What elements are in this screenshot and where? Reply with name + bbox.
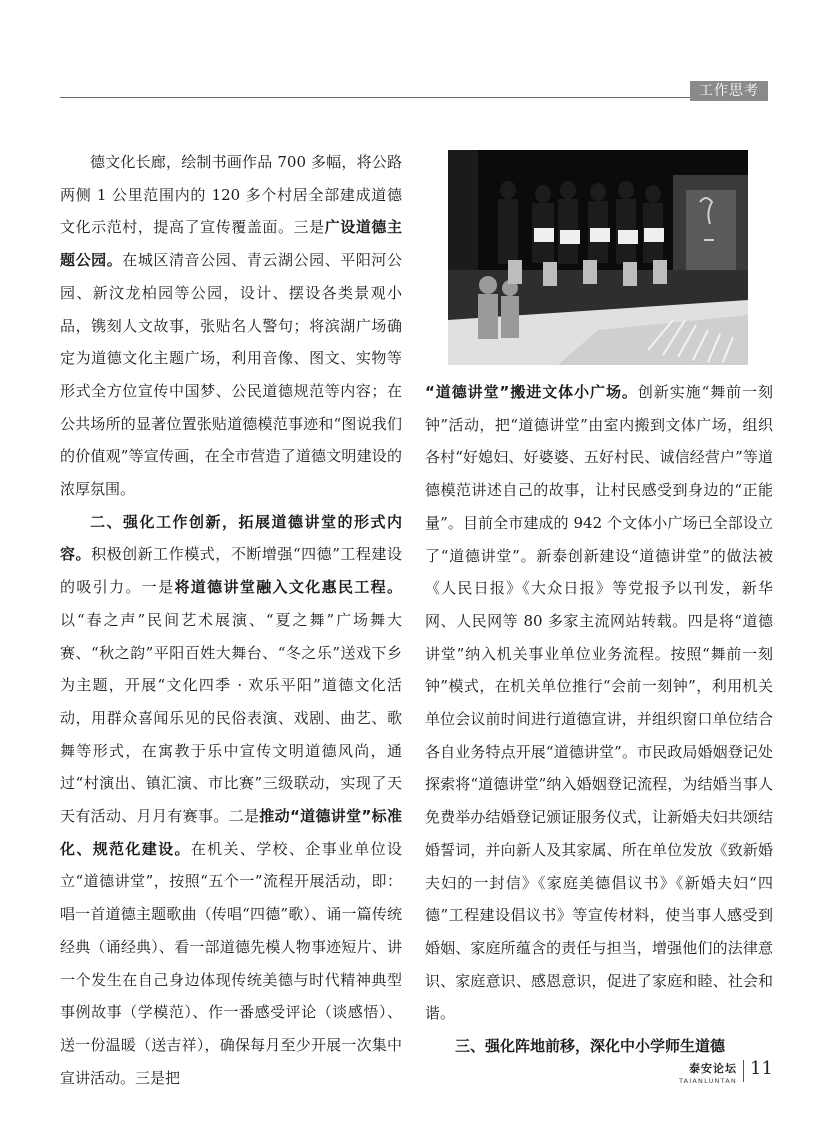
section-tag: 工作思考 [690, 81, 768, 101]
footer-divider [743, 1060, 744, 1082]
article-paragraph [425, 1030, 773, 1063]
event-photo-image [448, 150, 748, 365]
text-run: 积极创新工作模式，不断增强“四德”工程建设的吸引力。一是 [60, 545, 402, 597]
bold-heading-run: 三、强化阵地前移，深化中小学师生道德 [455, 1037, 726, 1056]
text-run: 在机关、学校、企事业单位设立“道德讲堂”，按照“五个一”流程开展活动，即：唱一首道德主题歌曲（传唱“四德”歌）、诵一篇传统经典（诵经典）、看一部道德先模人物事迹短片、讲一个发生在自己身边体现传统美德与时代精神典型事例故事（学模范）、作一番感受评论（谈感悟）、送一份温暖（送吉祥），确保每月至少开展一次集中宣讲活动。三是把 [60, 839, 402, 1087]
bold-heading-run: 推动“道德讲堂”标准化、规范化建设。 [60, 807, 402, 858]
footer-brand [665, 1060, 737, 1085]
right-column [425, 376, 773, 1063]
article-paragraph [425, 376, 773, 1030]
article-paragraph [60, 506, 402, 1095]
bold-heading-run: 广设道德主题公园。 [60, 218, 402, 270]
left-column [60, 146, 402, 1094]
footer-brand-cn: 泰安论坛 [689, 1062, 737, 1075]
footer-brand-en: TAIANLUNTAN [678, 1077, 737, 1085]
text-run: 在城区清音公园、青云湖公园、平阳河公园、新汶龙柏园等公园，设计、摆设各类景观小品，镌刻人文故事，张贴名人警句；将滨湖广场确定为道德文化主题广场，利用音像、图文、实物等形式全方位宣传中国梦、公民道德规范等内容；在公共场所的显著位置张贴道德模范事迹和“图说我们的价值观”等宣传画，在全市营造了道德文明建设的浓厚氛围。 [60, 251, 402, 499]
page-number: 11 [750, 1058, 773, 1079]
header-rule [60, 97, 690, 98]
bold-heading-run: 二、强化工作创新，拓展道德讲堂的形式内容。 [60, 512, 402, 564]
text-run: 创新实施“舞前一刻钟”活动，把“道德讲堂”由室内搬到文体广场，组织各村“好媳妇、好婆婆、五好村民、诚信经营户”等道德模范讲述自己的故事，让村民感受到身边的“正能量”。目前全市建成的 942 个文体小广场已全部设立了“道德讲堂”。新泰创新建设“道德讲堂”的做法被《人民日报》《大众日报》等党报予以刊发，新华网、人民网等 80 多家主流网站转载。四是将“道德讲堂”纳入机关事业单位业务流程。按照“舞前一刻钟”模式，在机关单位推行“会前一刻钟”，利用机关单位会议前时间进行道德宣讲，并组织窗口单位结合各自业务特点开展“道德讲堂”。市民政局婚姻登记处探索将“道德讲堂”纳入婚姻登记流程，为结婚当事人免费举办结婚登记颁证服务仪式，让新婚夫妇共颂结婚誓词，并向新人及其家属、所在单位发放《致新婚夫妇的一封信》《家庭美德倡议书》《新婚夫妇“四德”工程建设倡议书》等宣传材料，使当事人感受到婚姻、家庭所蕴含的责任与担当，增强他们的法律意识、家庭意识、感恩意识，促进了家庭和睦、社会和谐。 [425, 383, 774, 1023]
bold-heading-run: 将道德讲堂融入文化惠民工程。 [174, 578, 402, 597]
text-run: 德文化长廊，绘制书画作品 700 多幅，将公路两侧 1 公里范围内的 120 多个村居全部建成道德文化示范村，提高了宣传覆盖面。三是 [60, 153, 402, 237]
event-photo [448, 150, 748, 365]
article-paragraph [60, 146, 402, 506]
text-run: 以“春之声”民间艺术展演、“夏之舞”广场舞大赛、“秋之韵”平阳百姓大舞台、“冬之乐”送戏下乡为主题，开展“文化四季 · 欢乐平阳”道德文化活动，用群众喜闻乐见的民俗表演、戏剧、曲艺、歌舞等形式，在寓教于乐中宣传文明道德风尚，通过“村演出、镇汇演、市比赛”三级联动，实现了天天有活动、月月有赛事。二是 [60, 610, 402, 826]
bold-heading-run: “道德讲堂”搬进文体小广场。 [425, 383, 638, 401]
